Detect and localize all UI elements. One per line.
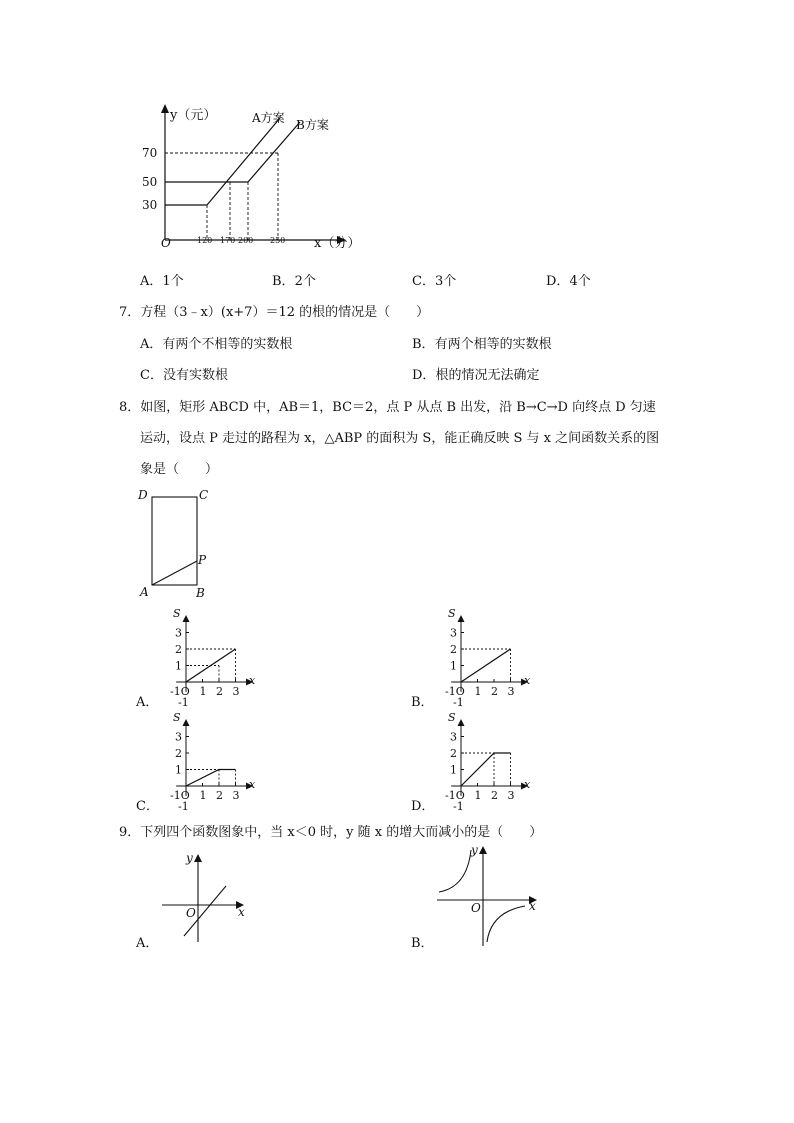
q6-option-d-text: 4个 bbox=[569, 274, 591, 289]
q9-graph-b bbox=[433, 842, 563, 952]
q9-option-b[interactable] bbox=[411, 842, 561, 952]
q8-b-ytick-label-3: 3 bbox=[450, 626, 457, 640]
q8-graph-b bbox=[431, 606, 551, 709]
q8-rectangle-figure bbox=[135, 485, 225, 605]
q7-option-c[interactable] bbox=[140, 364, 228, 383]
q8-b-xtick-label-2: 2 bbox=[491, 685, 498, 698]
q8-b-ytick-label-2: 2 bbox=[450, 643, 457, 656]
q8-option-c[interactable] bbox=[136, 710, 266, 814]
q9-b-origin-label: O bbox=[471, 901, 481, 915]
q8-c-xtick-label-1: 1 bbox=[199, 789, 207, 802]
q6-option-d-letter: D． bbox=[546, 274, 570, 289]
q8-d-origin-label: -1O bbox=[445, 789, 465, 802]
q9-b-y-label: y bbox=[471, 843, 478, 857]
q8-b-y-arrow bbox=[458, 615, 465, 622]
q9-a-origin-label: O bbox=[186, 906, 196, 920]
q6-xtick-200: 200 bbox=[238, 236, 254, 245]
q8-c-ytick-label-1: 1 bbox=[175, 763, 182, 777]
q6-ytick-30: 30 bbox=[142, 198, 158, 212]
q6-ytick-50: 50 bbox=[142, 175, 158, 189]
q6-option-c-letter: C． bbox=[412, 274, 435, 289]
q7-option-c-letter: C． bbox=[140, 368, 163, 383]
q8-d-ytick-label-2: 2 bbox=[450, 747, 457, 760]
rect-label-c: C bbox=[199, 488, 209, 502]
q8-option-b-letter: B． bbox=[411, 695, 434, 710]
q7-option-d[interactable] bbox=[412, 364, 539, 383]
q8-stem-line-1: 8．如图，矩形 ABCD 中，AB＝1，BC＝2，点 P 从点 B 出发，沿 B→C→D 向终点 D 匀速 bbox=[119, 400, 656, 415]
q7-option-d-text: 根的情况无法确定 bbox=[435, 368, 540, 383]
q8-a-ytick-label-2: 2 bbox=[175, 643, 182, 656]
q7-option-b[interactable] bbox=[412, 333, 552, 352]
q8-d-x-label: x bbox=[524, 778, 531, 791]
q6-option-c-text: 3个 bbox=[434, 274, 457, 289]
q6-option-b-letter: B． bbox=[272, 274, 295, 289]
rect-label-a: A bbox=[140, 585, 149, 599]
q8-d-neg-label: -1 bbox=[453, 800, 464, 813]
q8-a-xtick-label-1: 1 bbox=[199, 685, 207, 698]
rect-label-b: B bbox=[196, 586, 205, 600]
q9-a-y-label: y bbox=[186, 851, 193, 865]
q7-option-a-letter: A． bbox=[140, 337, 163, 352]
q8-a-xtick-label-3: 3 bbox=[232, 685, 240, 698]
q6-option-b-text: 2个 bbox=[294, 274, 316, 289]
q8-graph-a bbox=[156, 606, 276, 709]
q8-d-ytick-label-3: 3 bbox=[450, 730, 457, 744]
q8-d-xtick-label-2: 2 bbox=[491, 789, 498, 802]
q8-c-neg-label: -1 bbox=[178, 800, 189, 813]
plan-b-label: B方案 bbox=[296, 118, 329, 132]
q9-option-b-letter: B． bbox=[411, 936, 434, 951]
q8-a-ytick-label-1: 1 bbox=[175, 659, 182, 673]
q7-option-c-text: 没有实数根 bbox=[162, 368, 228, 383]
q8-option-d-letter: D． bbox=[411, 799, 435, 814]
q8-graph-d bbox=[431, 710, 551, 813]
q6-option-c[interactable] bbox=[412, 270, 456, 289]
q8-d-y-arrow bbox=[458, 719, 465, 726]
q8-graph-c bbox=[156, 710, 276, 813]
q6-origin-label: O bbox=[161, 236, 171, 250]
q9-b-curve-right bbox=[487, 906, 525, 942]
q6-option-b[interactable] bbox=[272, 270, 316, 289]
q7-option-b-text: 有两个相等的实数根 bbox=[434, 337, 552, 352]
q8-d-xtick-label-3: 3 bbox=[507, 789, 515, 802]
q6-option-a-text: 1个 bbox=[162, 274, 184, 289]
q8-b-ytick-label-1: 1 bbox=[450, 659, 457, 673]
q8-a-plot-line bbox=[186, 649, 236, 682]
q8-c-y-arrow bbox=[183, 719, 190, 726]
q9-stem: 9．下列四个函数图象中，当 x＜0 时，y 随 x 的增大而减小的是（ ） bbox=[119, 825, 543, 840]
q7-stem: 7．方程（3﹣x）(x+7）＝12 的根的情况是（ ） bbox=[119, 305, 430, 320]
q8-a-s-label: S bbox=[173, 606, 181, 620]
plan-a-label: A方案 bbox=[252, 111, 285, 125]
rect-label-d: D bbox=[138, 488, 148, 502]
q6-option-a-letter: A． bbox=[140, 274, 163, 289]
q6-option-d[interactable] bbox=[546, 270, 591, 289]
q8-c-ytick-label-2: 2 bbox=[175, 747, 182, 760]
q8-d-ytick-label-1: 1 bbox=[450, 763, 457, 777]
q7-option-b-letter: B． bbox=[412, 337, 435, 352]
q8-stem-line-2: 运动，设点 P 走过的路程为 x，△ABP 的面积为 S，能正确反映 S 与 x 之间函数关系的图 bbox=[140, 431, 660, 446]
q8-d-plot-line bbox=[461, 753, 511, 786]
q8-c-plot-line bbox=[186, 770, 236, 787]
q8-c-xtick-label-3: 3 bbox=[232, 789, 240, 802]
q8-option-b[interactable] bbox=[411, 606, 541, 710]
q8-c-s-label: S bbox=[173, 710, 181, 724]
q8-b-s-label: S bbox=[448, 606, 456, 620]
q8-d-s-label: S bbox=[448, 710, 456, 724]
q8-a-ytick-label-3: 3 bbox=[175, 626, 182, 640]
q8-a-y-arrow bbox=[183, 615, 190, 622]
q7-option-d-letter: D． bbox=[412, 368, 436, 383]
q9-b-curve-left bbox=[439, 850, 471, 892]
q6-xtick-250: 250 bbox=[270, 236, 286, 245]
q8-a-xtick-label-2: 2 bbox=[216, 685, 223, 698]
q8-c-x-label: x bbox=[249, 778, 256, 791]
q8-a-neg-label: -1 bbox=[178, 696, 189, 709]
q8-b-x-label: x bbox=[524, 674, 531, 687]
q8-b-xtick-label-3: 3 bbox=[507, 685, 515, 698]
q6-y-axis-label: y（元） bbox=[170, 108, 217, 123]
q7-option-a-text: 有两个不相等的实数根 bbox=[162, 337, 293, 352]
plan-b-line bbox=[165, 122, 300, 182]
q6-ytick-70: 70 bbox=[142, 146, 158, 160]
q8-d-xtick-label-1: 1 bbox=[474, 789, 482, 802]
q6-xtick-170: 170 bbox=[220, 236, 236, 245]
q9-b-x-label: x bbox=[529, 899, 536, 913]
q8-b-xtick-label-1: 1 bbox=[474, 685, 482, 698]
q8-c-origin-label: -1O bbox=[170, 789, 190, 802]
q9-a-x-label: x bbox=[238, 905, 245, 919]
q9-graph-a bbox=[156, 850, 276, 950]
q8-option-a-letter: A． bbox=[136, 695, 159, 710]
q6-option-a[interactable] bbox=[140, 270, 184, 289]
q8-b-neg-label: -1 bbox=[453, 696, 464, 709]
q6-x-axis-label: x（分） bbox=[314, 236, 361, 251]
q8-b-origin-label: -1O bbox=[445, 685, 465, 698]
q8-b-plot-line bbox=[461, 649, 511, 682]
q6-price-graph bbox=[130, 100, 360, 260]
q8-option-d[interactable] bbox=[411, 710, 541, 814]
plan-a-line bbox=[165, 118, 280, 205]
q9-option-a-letter: A． bbox=[136, 936, 159, 951]
q8-option-c-letter: C． bbox=[136, 799, 159, 814]
q6-xtick-120: 120 bbox=[197, 236, 213, 245]
q8-option-a[interactable] bbox=[136, 606, 266, 710]
rect-label-p: P bbox=[198, 553, 207, 567]
q8-a-x-label: x bbox=[249, 674, 256, 687]
q8-stem-line-3: 象是（ ） bbox=[140, 462, 219, 477]
q8-a-origin-label: -1O bbox=[170, 685, 190, 698]
q7-option-a[interactable] bbox=[140, 333, 292, 352]
q8-c-xtick-label-2: 2 bbox=[216, 789, 223, 802]
q8-c-ytick-label-3: 3 bbox=[175, 730, 182, 744]
q9-option-a[interactable] bbox=[136, 850, 276, 950]
